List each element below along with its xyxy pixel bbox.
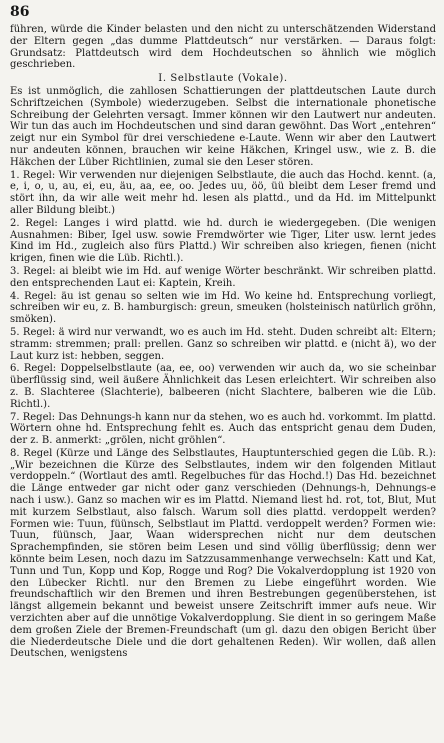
intro-paragraph: führen, würde die Kinder belasten und den nicht zu unterschätzenden Widerstand der Eltern gegen „das dumme Plattdeutsch“ nur verstärken. — Daraus folgt: Grundsatz: Plattdeutsch wird dem Hochdeutschen so ähnlich wie möglich geschrieben.: [10, 24, 436, 71]
body-text: [10, 24, 436, 661]
rule-8: 8. Regel (Kürze und Länge des Selbstlautes, Hauptunterschied gegen die Lüb. R.): „Wir bezeichnen die Kürze des Selbstlautes, indem wir den folgenden Mitlaut verdoppeln.“ (Wortlaut des amtl. Regelbuches für das Hochd.!) Das Hd. bezeichnet die Länge entweder gar nicht oder ganz verschieden (Dehnungs-h, Dehnungs-e nach i usw.). Ganz so machen wir es im Plattd. Niemand liest hd. rot, tot, Blut, Mut mit kurzem Selbstlaut, also falsch. Warum soll dies plattd. verdoppelt werden? Formen wie: Tuun, füünsch, Selbstlaut im Plattd. verdoppelt werden? Formen wie: Tuun, füünsch, Jaar, Waan widersprechen nicht nur dem deutschen Sprachempfinden, sie stören beim Lesen und sind völlig überflüssig; denn wer könnte beim Lesen, noch dazu im Satzzusammenhange verwechseln: Katt und Kat, Tunn und Tun, Kopp und Kop, Rogge und Rog? Die Vokalverdopplung ist 1920 von den Lübecker Richtl. nur den Bremen zu Liebe eingeführt worden. Wie freundschaftlich wir den Bremen und ihren Bestrebungen gegenüberstehen, ist längst allgemein bekannt und beweist unsere Zeitschrift immer aufs neue. Wir verzichten aber auf die unnötige Vokalverdopplung. Sie dient in so geringem Maße dem großen Ziele der Bremen-Freundschaft (um gl. dazu den obigen Bericht über die Niederdeutsche Diele und die dort gehaltenen Reden). Wir wollen, daß allen Deutschen, wenigstens: [10, 447, 436, 660]
rule-5: 5. Regel: ä wird nur verwandt, wo es auch im Hd. steht. Duden schreibt alt: Eltern; stramm: stremmen; prall: prellen. Ganz so schreiben wir plattd. e (nicht ä), wo der Laut kurz ist: hebben, seggen.: [10, 326, 436, 362]
section-intro: Es ist unmöglich, die zahllosen Schattierungen der plattdeutschen Laute durch Schriftzeichen (Symbole) wiederzugeben. Selbst die internationale phonetische Schreibung der Gelehrten versagt. Immer können wir den Lautwert nur andeuten. Wir tun das auch im Hochdeutschen und sind daran gewöhnt. Das Wort „entehren“ zeigt nur ein Symbol für drei verschiedene e-Laute. Wenn wir aber den Lautwert nur andeuten können, brauchen wir keine Häkchen, Kringel usw., wie z. B. die Häkchen der Lüber Richtlinien, zumal sie den Leser stören.: [10, 85, 436, 168]
rule-7: 7. Regel: Das Dehnungs-h kann nur da stehen, wo es auch hd. vorkommt. Im plattd. Wörtern ohne hd. Entsprechung fehlt es. Auch das entspricht genau dem Duden, der z. B. anmerkt: „grölen, nicht gröhlen“.: [10, 411, 436, 447]
rule-4: 4. Regel: äu ist genau so selten wie im Hd. Wo keine hd. Entsprechung vorliegt, schreiben wir eu, z. B. hamburgisch: greun, smeuken (holsteinisch natürlich gröhn, smöken).: [10, 290, 436, 326]
page-number: 86: [10, 4, 30, 20]
rule-3: 3. Regel: ai bleibt wie im Hd. auf wenige Wörter beschränkt. Wir schreiben plattd. den entsprechenden Laut ei: Kaptein, Kreih.: [10, 265, 436, 289]
rule-1: 1. Regel: Wir verwenden nur diejenigen Selbstlaute, die auch das Hochd. kennt. (a, e, i, o, u, au, ei, eu, äu, aa, ee, oo. Jedes uu, öö, üü bleibt dem Leser fremd und stört ihn, da wir alle weit mehr hd. lesen als plattd., und da Hd. im Mittelpunkt aller Bildung bleibt.): [10, 169, 436, 216]
section-heading: I. Selbstlaute (Vokale).: [158, 73, 288, 85]
rule-6: 6. Regel: Doppelselbstlaute (aa, ee, oo) verwenden wir auch da, wo sie scheinbar überflüssig sind, weil äußere Ähnlichkeit das Lesen erleichtert. Wir schreiben also z. B. Slachteree (Slachterie), balbeeren (nicht Slachtere, balberen wie die Lüb. Richtl.).: [10, 363, 436, 410]
rule-2: 2. Regel: Langes i wird plattd. wie hd. durch ie wiedergegeben. (Die wenigen Ausnahmen: Biber, Igel usw. sowie Fremdwörter wie Tiger, Liter usw. lernt jedes Kind im Hd., zugleich also fürs Plattd.) Wir schreiben also kriegen, fienen (nicht krigen, finen wie die Lüb. Richtl.).: [10, 217, 436, 265]
